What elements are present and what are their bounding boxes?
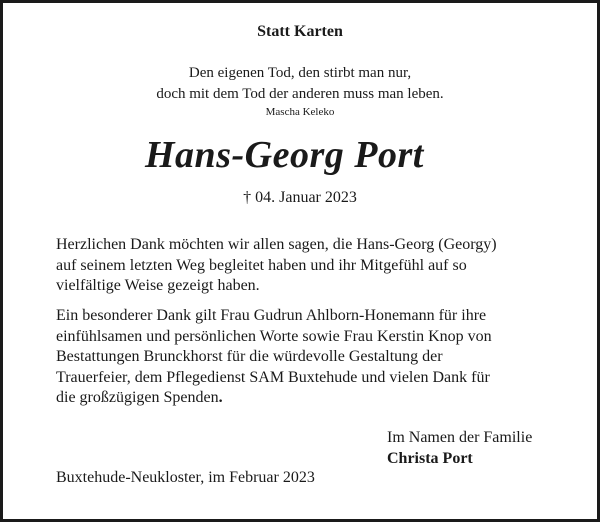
signature-block: [387, 427, 532, 469]
death-date: † 04. Januar 2023: [243, 189, 357, 206]
notice-content: [3, 3, 597, 519]
place-date: Buxtehude-Neukloster, im Februar 2023: [56, 469, 315, 486]
paragraph-line: Herzlichen Dank möchten wir allen sagen, die Hans-Georg (Georgy): [56, 236, 497, 253]
quote-line: doch mit dem Tod der anderen muss man leben.: [156, 86, 444, 102]
paragraph-line: Bestattungen Brunckhorst für die würdevolle Gestaltung der: [56, 348, 443, 365]
paragraph-line-text: die großzügigen Spenden: [56, 389, 219, 406]
paragraph-line: Trauerfeier, dem Pflegedienst SAM Buxtehude und vielen Dank für: [56, 368, 490, 386]
paragraph-end-punctuation: .: [218, 389, 223, 406]
thanks-paragraph-2: [56, 306, 566, 409]
paragraph-line: einfühlsamen und persönlichen Worte sowie Frau Kerstin Knop von: [56, 327, 492, 345]
signature-name: Christa Port: [387, 450, 473, 467]
paragraph-line: auf seinem letzten Weg begleitet haben und ihr Mitgefühl auf so: [56, 256, 467, 274]
deceased-name: Hans-Georg Port: [145, 134, 424, 176]
paragraph-line: vielfältige Weise gezeigt haben.: [56, 277, 260, 294]
paragraph-line: Ein besonderer Dank gilt Frau Gudrun Ahlborn-Honemann für ihre: [56, 307, 487, 324]
signature-intro: Im Namen der Familie: [387, 429, 533, 446]
quote: [3, 63, 597, 105]
paragraph-line: [56, 388, 566, 409]
quote-line: Den eigenen Tod, den stirbt man nur,: [188, 65, 412, 81]
quote-author: Mascha Keleko: [265, 106, 335, 118]
thanks-paragraph-1: [56, 235, 566, 297]
notice-header: Statt Karten: [257, 23, 343, 40]
